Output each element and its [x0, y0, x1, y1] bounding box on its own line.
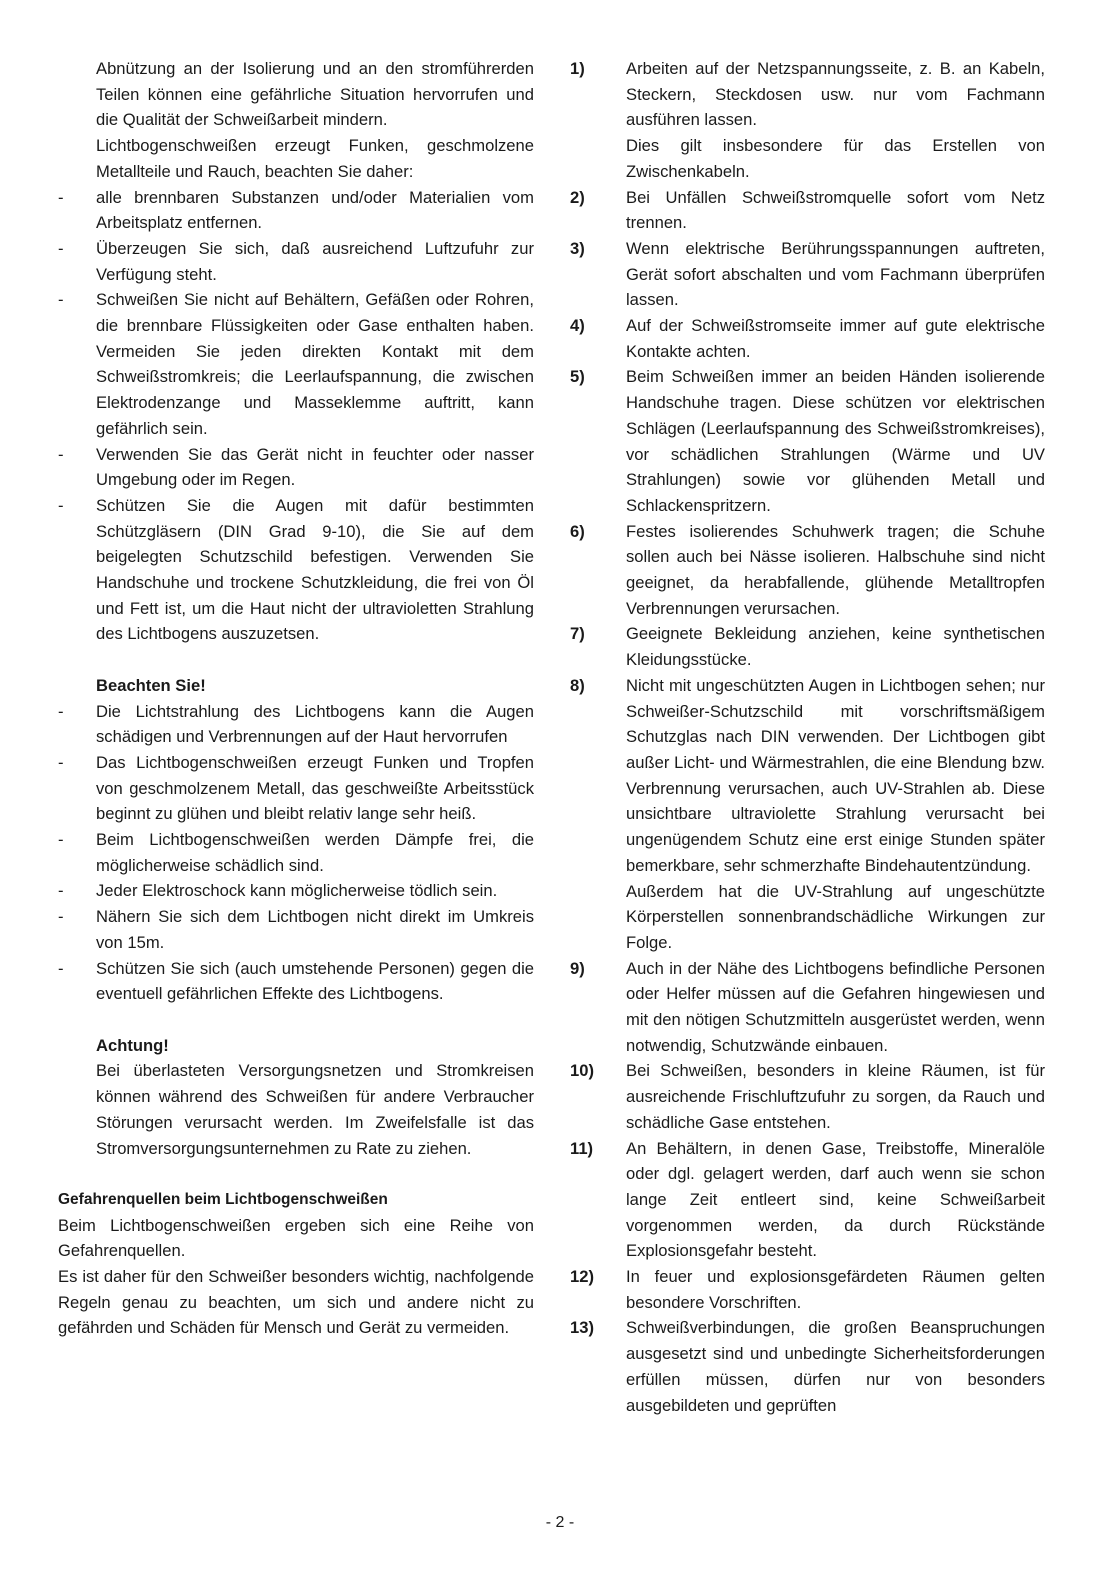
bullet-item: - Beim Lichtbogenschweißen werden Dämpfe frei, die möglicherweise schädlich sind. [58, 830, 534, 875]
right-column [570, 56, 1045, 1418]
heading-beachten: Beachten Sie! [96, 675, 206, 695]
bullet-item: - Jeder Elektroschock kann möglicherweise tödlich sein. [58, 881, 498, 901]
rule-item-2: 2) Bei Unfällen Schweißstromquelle sofort vom Netz trennen. [570, 187, 1045, 233]
bullet-item: - Schützen Sie sich (auch umstehende Personen) gegen die eventuell gefährlichen Effekte des Lichtbogens. [58, 958, 534, 1004]
bullet-item: - Das Lichtbogenschweißen erzeugt Funken und Tropfen von geschmolzenem Metall, das geschweißte Arbeitsstück beginnt zu glühen und bleibt relativ lange sehr heiß. [58, 752, 534, 824]
rule-item-3: 3) Wenn elektrische Berührungsspannungen auftreten, Gerät sofort abschalten und vom Fachmann überprüfen lassen. [570, 238, 1045, 310]
bullet-item: - Schweißen Sie nicht auf Behältern, Gefäßen oder Rohren, die brennbare Flüssigkeiten oder Gase enthalten haben. Vermeiden Sie jeden direkten Kontakt mit dem Schweißstromkreis; die Leerlaufspannung, die zwischen Elektrodenzange und Masseklemme auftritt, kann gefährlich sein. [58, 290, 534, 438]
rule-item-4: 4) Auf der Schweißstromseite immer auf gute elektrische Kontakte achten. [570, 316, 1045, 361]
rule-item-1: 1) Arbeiten auf der Netzspannungsseite, z. B. an Kabeln, Steckern, Steckdosen usw. nur vom Fachmann ausführen lassen. Dies gilt insbesondere für das Erstellen von Zwischenkabeln. [570, 59, 1045, 181]
bullet-item: - Schützen Sie die Augen mit dafür bestimmten Schützgläsern (DIN Grad 9-10), die Sie auf dem beigelegten Schutzschild befestigen. Verwenden Sie Handschuhe und trockene Schutzkleidung, die frei von Öl und Fett ist, um die Haut nicht der ultravioletten Strahlung des Lichtbogens auszuzetsen. [58, 495, 534, 644]
achtung-paragraph: Bei überlasteten Versorgungsnetzen und Stromkreisen können während des Schweißen für andere Verbraucher Störungen verursacht werden. Im Zweifelsfalle ist das Stromversorgungsunternehmen zu Rate zu ziehen. [96, 1061, 534, 1158]
rule-item-13: 13) Schweißverbindungen, die großen Beanspruchungen ausgesetzt sind und unbedingte Sicherheitsforderungen erfüllen müssen, dürfen nur von besonders ausgebildeten und geprüften [570, 1318, 1045, 1415]
rule-item-9: 9) Auch in der Nähe des Lichtbogens befindliche Personen oder Helfer müssen auf die Gefahren hingewiesen und mit den nötigen Schutzmitteln ausgerüstet werden, wenn notwendig, Schutzwände einbauen. [570, 958, 1045, 1055]
bullet-item: - Verwenden Sie das Gerät nicht in feuchter oder nasser Umgebung oder im Regen. [58, 444, 534, 490]
heading-achtung: Achtung! [96, 1035, 169, 1055]
page-number: - 2 - [545, 1514, 575, 1531]
section-paragraph: Beim Lichtbogenschweißen ergeben sich eine Reihe von Gefahrenquellen. [58, 1215, 534, 1261]
rule-item-6: 6) Festes isolierendes Schuhwerk tragen; die Schuhe sollen auch bei Nässe isolieren. Halbschuhe sind nicht geeignet, da herabfallende, glühende Metalltropfen Verbrennungen verursachen. [570, 521, 1045, 618]
intro-paragraph: Lichtbogenschweißen erzeugt Funken, geschmolzene Metallteile und Rauch, beachten Sie daher: [96, 136, 534, 181]
rule-item-11: 11) An Behältern, in denen Gase, Treibstoffe, Mineralöle oder dgl. gelagert werden, darf auch wenn sie schon lange Zeit entleert sind, keine Schweißarbeit vorgenommen werden, da durch Rückstände Explosionsgefahr besteht. [570, 1138, 1045, 1261]
section-title: Gefahrenquellen beim Lichtbogenschweißen [58, 1190, 388, 1208]
bullet-item: - Nähern Sie sich dem Lichtbogen nicht direkt im Umkreis von 15m. [58, 907, 534, 952]
bullet-item: - Die Lichtstrahlung des Lichtbogens kann die Augen schädigen und Verbrennungen auf der Haut hervorrufen [58, 701, 534, 747]
bullet-item: - Überzeugen Sie sich, daß ausreichend Luftzufuhr zur Verfügung steht. [58, 238, 534, 284]
rule-item-12: 12) In feuer und explosionsgefärdeten Räumen gelten besondere Vorschriften. [570, 1267, 1045, 1312]
section-paragraph: Es ist daher für den Schweißer besonders wichtig, nachfolgende Regeln genau zu beachten, um sich und andere nicht zu gefährden und Schäden für Mensch und Gerät zu vermeiden. [58, 1267, 534, 1338]
rule-item-5: 5) Beim Schweißen immer an beiden Händen isolierende Handschuhe tragen. Diese schützen vor elektrischen Schlägen (Leerlaufspannung des Schweißstromkreises), vor schädlichen Strahlungen (Wärme und UV Strahlungen) sowie vor glühenden Metall und Schlackenspritzern. [570, 367, 1045, 515]
rule-item-7: 7) Geeignete Bekleidung anziehen, keine synthetischen Kleidungsstücke. [570, 624, 1045, 670]
rule-item-10: 10) Bei Schweißen, besonders in kleine Räumen, ist für ausreichende Frischluftzufuhr zu sorgen, da Rauch und schädliche Gase entstehen. [570, 1061, 1045, 1132]
left-column [58, 56, 534, 1341]
rule-item-8: 8) Nicht mit ungeschützten Augen in Lichtbogen sehen; nur Schweißer-Schutzschild mit vorschriftsmäßigem Schutzglas nach DIN verwenden. Der Lichtbogen gibt außer Licht- und Wärmestrahlen, die eine Blendung bzw. Verbrennung verursachen, auch UV-Strahlen ab. Diese unsichtbare ultraviolette Strahlung verursacht bei ungenügendem Schutz eine erst einige Stunden später bemerkbare, sehr schmerzhafte Bindehautentzündung. Außerdem hat die UV-Strahlung auf ungeschützte Körperstellen sonnenbrandschädliche Wirkungen zur Folge. [570, 675, 1045, 952]
bullet-item: - alle brennbaren Substanzen und/oder Materialien vom Arbeitsplatz entfernen. [58, 187, 534, 233]
intro-paragraph: Abnützung an der Isolierung und an den stromführerden Teilen können eine gefährliche Situation hervorrufen und die Qualität der Schweißarbeit mindern. [96, 59, 534, 130]
